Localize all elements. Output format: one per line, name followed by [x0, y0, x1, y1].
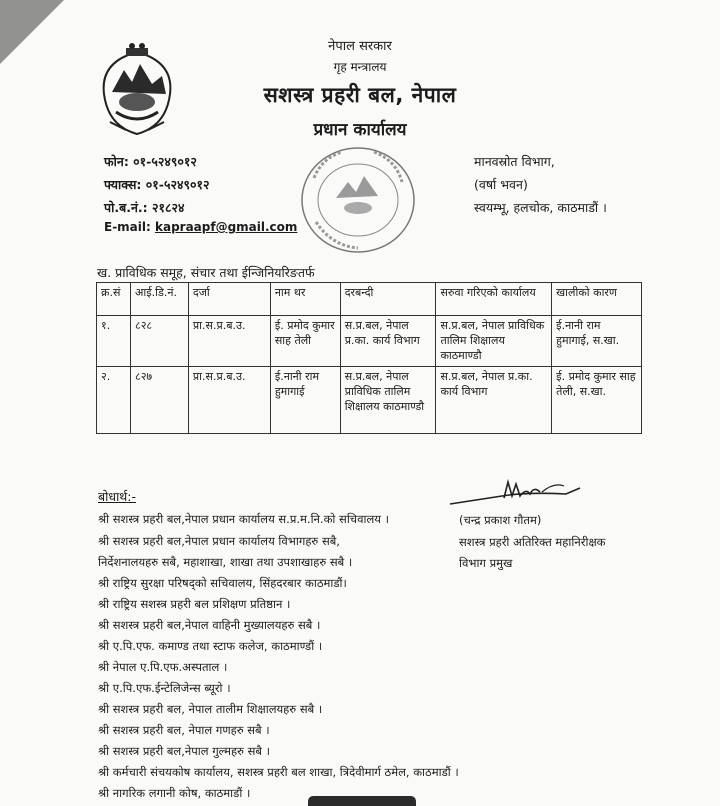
header-office: प्रधान कार्यालय — [313, 120, 407, 140]
transfer-table — [96, 282, 642, 434]
address-location: स्वयम्भू, हलचोक, काठमाडौं । — [474, 200, 607, 215]
table-row — [97, 367, 642, 434]
table-header: दरबन्दी — [340, 283, 436, 316]
email-label: E-mail: — [104, 220, 155, 234]
table-cell: स.प्र.बल, नेपाल प्राविधिक तालिम शिक्षालय काठमाण्डौ — [436, 316, 552, 367]
address-building: (वर्षा भवन) — [474, 177, 528, 192]
table-header: आई.डि.नं. — [130, 283, 188, 316]
cc-label: बोधार्थ:- — [98, 489, 137, 504]
table-header-row — [97, 283, 642, 316]
official-seal-stamp — [292, 138, 424, 262]
header-organization: सशस्त्र प्रहरी बल, नेपाल — [263, 83, 457, 107]
table-cell: ई. प्रमोद कुमार साह तेली, स.खा. — [552, 367, 642, 434]
table-cell: २. — [97, 367, 131, 434]
list-item: श्री सशस्त्र प्रहरी बल,नेपाल वाहिनी मुख्यालयहरु सबै । — [98, 618, 321, 632]
table-cell: ८२७ — [130, 367, 188, 434]
home-indicator-bar[interactable] — [308, 796, 416, 806]
table-header: क्र.सं — [97, 283, 131, 316]
list-item: निर्देशनालयहरु सबै, महाशाखा, शाखा तथा उपशाखाहरु सबै । — [98, 555, 353, 569]
signer-title: सशस्त्र प्रहरी अतिरिक्त महानिरीक्षक — [459, 535, 606, 549]
section-title: ख. प्राविधिक समूह, संचार तथा ईन्जिनियरिङतर्फ — [97, 265, 315, 280]
table-row — [97, 316, 642, 367]
table-cell: ई.नानी राम हुमागाई — [270, 367, 340, 434]
table-cell: स.प्र.बल, नेपाल प्र.का. कार्य विभाग — [340, 316, 436, 367]
contact-fax: फ्याक्स: ०१-५२४९०१२ — [104, 177, 210, 192]
list-item: श्री राष्ट्रिय सशस्त्र प्रहरी बल प्रशिक्षण प्रतिष्ठान । — [98, 597, 291, 611]
list-item: श्री नागरिक लगानी कोष, काठमाडौं । — [98, 786, 251, 800]
address-department: मानवस्रोत विभाग, — [474, 154, 555, 169]
list-item: श्री ए.पि.एफ.ईन्टेलिजेन्स ब्यूरो । — [98, 681, 231, 695]
list-item: श्री सशस्त्र प्रहरी बल,नेपाल गुल्महरु सबै । — [98, 744, 270, 758]
table-header: सरुवा गरिएको कार्यालय — [436, 283, 552, 316]
table-cell: १. — [97, 316, 131, 367]
page-corner-shadow — [0, 0, 64, 64]
table-header: नाम थर — [270, 283, 340, 316]
list-item: श्री ए.पि.एफ. कमाण्ड तथा स्टाफ कलेज, काठमाण्डौं । — [98, 639, 323, 653]
list-item: श्री सशस्त्र प्रहरी बल, नेपाल गणहरु सबै । — [98, 723, 270, 737]
table-cell: प्रा.स.प्र.ब.उ. — [188, 316, 270, 367]
list-item: श्री सशस्त्र प्रहरी बल,नेपाल प्रधान कार्यालय विभागहरु सबै, — [98, 534, 340, 548]
list-item: श्री सशस्त्र प्रहरी बल,नेपाल प्रधान कार्यालय स.प्र.म.नि.को सचिवालय । — [98, 512, 389, 526]
list-item: श्री कर्मचारी संचयकोष कार्यालय, सशस्त्र प्रहरी बल शाखा, त्रिदेवीमार्ग ठमेल, काठमाडौं । — [98, 765, 459, 779]
list-item: श्री नेपाल ए.पि.एफ.अस्पताल । — [98, 660, 228, 674]
contact-pobox: पो.ब.नं.: २१८२४ — [104, 200, 185, 215]
email-link[interactable]: kapraapf@gmail.com — [154, 220, 298, 234]
header-government: नेपाल सरकार — [328, 39, 392, 54]
signer-name: (चन्द्र प्रकाश गौतम) — [459, 513, 542, 527]
table-cell: स.प्र.बल, नेपाल प्राविधिक तालिम शिक्षालय काठमाण्डौ — [340, 367, 436, 434]
list-item: श्री सशस्त्र प्रहरी बल, नेपाल तालीम शिक्षालयहरु सबै । — [98, 702, 323, 716]
table-cell: प्रा.स.प्र.ब.उ. — [188, 367, 270, 434]
table-header: दर्जा — [188, 283, 270, 316]
signer-department: विभाग प्रमुख — [459, 556, 513, 570]
contact-email — [104, 220, 297, 234]
contact-phone: फोन: ०१-५२४९०१२ — [104, 154, 197, 169]
table-header: खालीको कारण — [552, 283, 642, 316]
list-item: श्री राष्ट्रिय सुरक्षा परिषद्को सचिवालय, सिंहदरबार काठमाडौं। — [98, 576, 347, 590]
table-cell: ई. प्रमोद कुमार साह तेली — [270, 316, 340, 367]
table-cell: ८२८ — [130, 316, 188, 367]
table-cell: स.प्र.बल, नेपाल प्र.का. कार्य विभाग — [436, 367, 552, 434]
handwritten-signature — [446, 474, 586, 514]
header-ministry: गृह मन्त्रालय — [333, 60, 387, 74]
table-cell: ई.नानी राम हुमागाई, स.खा. — [552, 316, 642, 367]
